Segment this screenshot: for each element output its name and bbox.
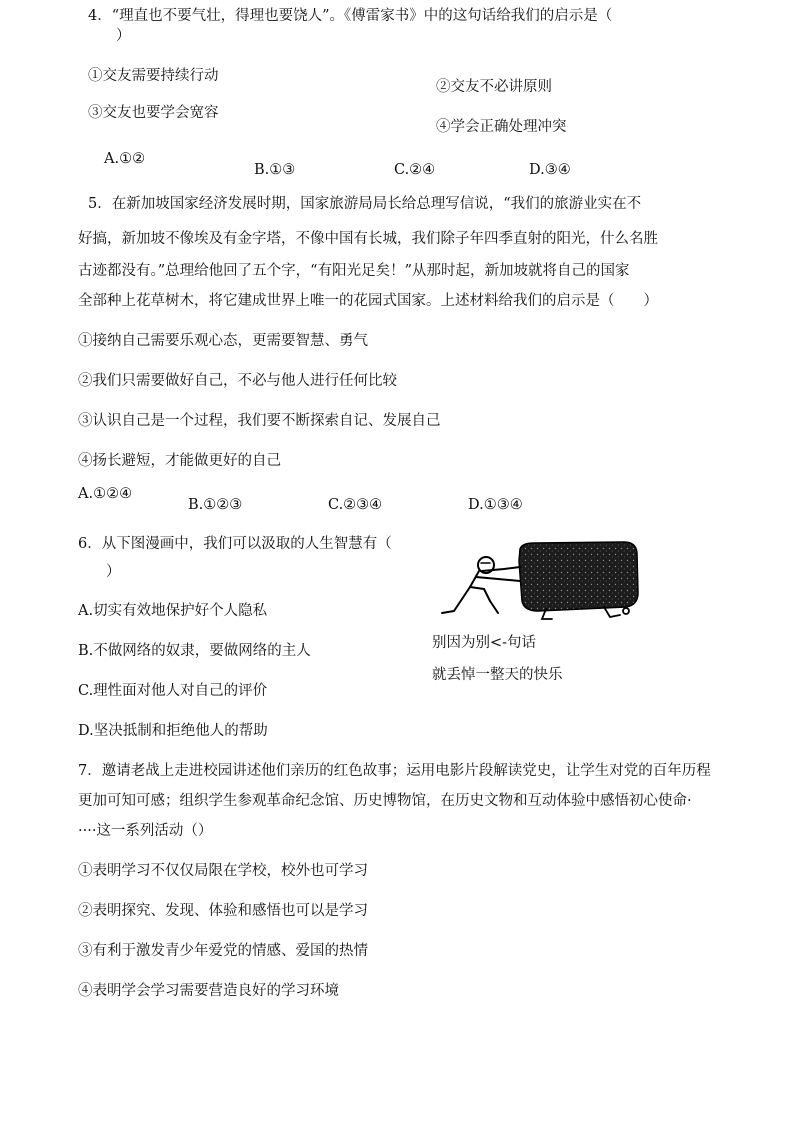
q4-option-d: D.③④ <box>529 162 571 178</box>
q6-stem: 6．从下图漫画中，我们可以汲取的人生智慧有（ <box>78 536 392 552</box>
q5-item-3: ③认识自己是一个过程，我们要不断探索自记、发展自己 <box>78 413 441 429</box>
q7-stem-line-3: ····这一系列活动（） <box>78 823 213 839</box>
q7-item-4: ④表明学会学习需要营造良好的学习环境 <box>78 983 339 999</box>
q4-stem-end: ） <box>116 28 131 44</box>
q5-item-4: ④扬长避短，才能做更好的自己 <box>78 453 281 469</box>
q5-stem-line-3: 古迹都没有。”总理给他回了五个字，“有阳光足矣！”从那时起，新加坡就将自己的国家 <box>78 263 630 279</box>
q6-option-b: B.不做网络的奴隶，要做网络的主人 <box>78 643 311 659</box>
q7-item-2: ②表明探究、发现、体验和感悟也可以是学习 <box>78 903 368 919</box>
q7-item-3: ③有利于激发青少年爱党的情感、爱国的热情 <box>78 943 368 959</box>
q4-option-c: C.②④ <box>394 162 436 178</box>
person-figure <box>442 557 520 613</box>
q5-item-2: ②我们只需要做好自己，不必与他人进行任何比较 <box>78 373 397 389</box>
q5-stem-line-2: 好搞，新加坡不像埃及有金字塔，不像中国有长城，我们除子年四季直射的阳光，什么名胜 <box>78 231 658 247</box>
q4-option-a: A.①② <box>104 151 146 167</box>
q7-stem-line-1: 7．邀请老战上走进校园讲述他们亲历的红色故事；运用电影片段解读党史，让学生对党的百年历程 <box>78 763 711 779</box>
q6-option-d: D.坚决抵制和拒绝他人的帮助 <box>78 723 268 739</box>
q6-stem-end: ） <box>106 564 121 580</box>
q5-option-a: A.①②④ <box>78 486 133 502</box>
q4-item-1: ①交友需要持续行动 <box>88 68 219 84</box>
q5-item-1: ①接纳自己需要乐观心态，更需要智慧、勇气 <box>78 333 368 349</box>
q6-option-a: A.切实有效地保护好个人隐私 <box>78 603 268 619</box>
comic-illustration <box>434 541 640 621</box>
q7-item-1: ①表明学习不仅仅局限在学校，校外也可学习 <box>78 863 368 879</box>
q4-item-2: ②交友不必讲原则 <box>436 79 552 95</box>
q7-stem-line-2: 更加可知可感；组织学生参观革命纪念馆、历史博物馆，在历史文物和互动体验中感悟初心使命· <box>78 793 692 809</box>
comic-caption-line-1: 别因为别<-句话 <box>432 635 537 651</box>
q5-option-c: C.②③④ <box>328 497 383 513</box>
q5-option-b: B.①②③ <box>188 497 243 513</box>
q4-item-4: ④学会正确处理冲突 <box>436 119 567 135</box>
q4-item-3: ③交友也要学会宽容 <box>88 105 219 121</box>
q6-option-c: C.理性面对他人对自己的评价 <box>78 683 268 699</box>
q4-stem: 4．“理直也不要气壮，得理也要饶人”。《傅雷家书》中的这句话给我们的启示是（ <box>88 8 613 24</box>
q5-stem-line-1: 5．在新加坡国家经济发展时期，国家旅游局局长给总理写信说，“我们的旅游业实在不 <box>88 196 642 212</box>
q4-option-b: B.①③ <box>254 162 296 178</box>
q5-stem-line-4: 全部种上花草树木，将它建成世界上唯一的花园式国家。上述材料给我们的启示是（ ） <box>78 293 658 309</box>
q5-option-d: D.①③④ <box>468 497 523 513</box>
heavy-block-shape <box>519 542 638 611</box>
comic-caption-line-2: 就丢悼一整天的快乐 <box>432 667 563 683</box>
